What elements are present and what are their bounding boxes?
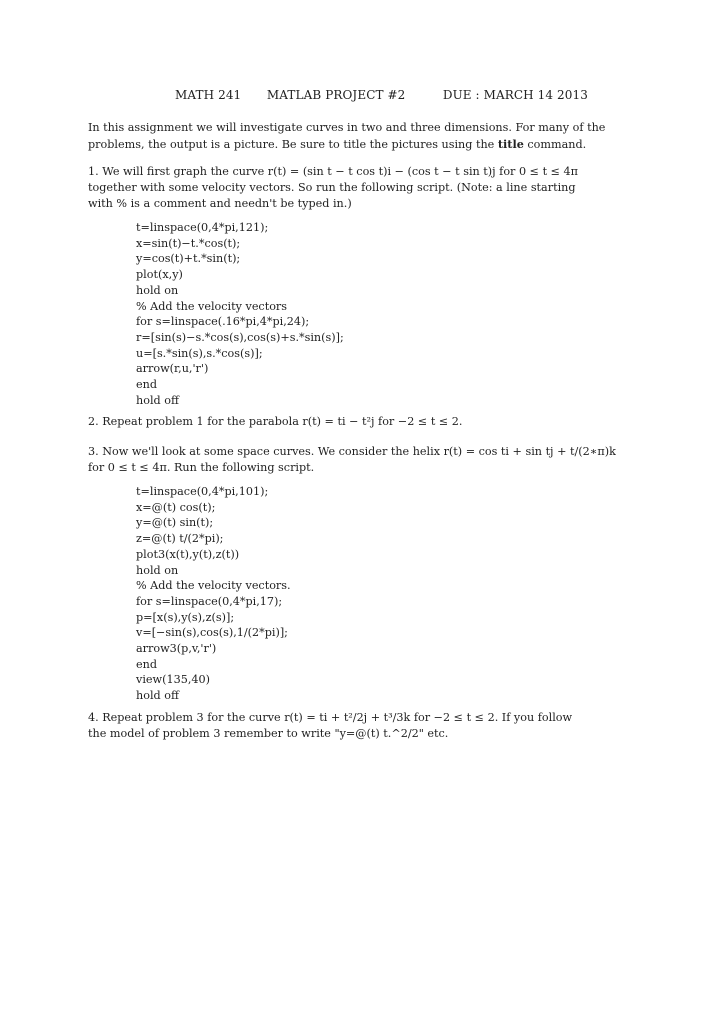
intro-line-2 [88,136,648,153]
code-line: x=@(t) cos(t); [136,500,216,514]
code-line: arrow(r,u,'r') [136,362,209,376]
code-line: v=[−sin(s),cos(s),1/(2*pi)]; [136,626,288,640]
code-line: t=linspace(0,4*pi,121); [136,221,269,234]
code-line: end [136,378,157,392]
problem-3-line-1: 3. Now we'll look at some space curves. We consider the helix r(t) = cos ti + sin tj + t/(2∗π)k [88,445,616,458]
problem-2-line-1: 2. Repeat problem 1 for the parabola r(t) = ti − t²j for −2 ≤ t ≤ 2. [88,415,463,428]
problem-1-line-2: together with some velocity vectors. So run the following script. (Note: a line starting [88,181,576,194]
code-line: u=[s.*sin(s),s.*cos(s)]; [136,346,263,360]
title-command: title [497,137,524,151]
code-line: hold on [136,283,179,297]
code-line: x=sin(t)−t.*cos(t); [136,236,241,250]
code-line: r=[sin(s)−s.*cos(s),cos(s)+s.*sin(s)]; [136,330,344,344]
intro-line-2-text: problems, the output is a picture. Be sure to title the pictures using the [88,138,498,151]
code-line: hold on [136,563,179,577]
code-line: y=cos(t)+t.*sin(t); [136,252,241,266]
code-line: for s=linspace(.16*pi,4*pi,24); [136,315,310,329]
problem-3-script [136,484,291,704]
problem-1-line-3: with % is a comment and needn't be typed in.) [88,197,352,210]
due-date: DUE : MARCH 14 2013 [442,88,588,102]
intro-line-2-end: command. [523,138,587,151]
code-line: p=[x(s),y(s),z(s)]; [136,610,235,624]
code-line: % Add the velocity vectors [136,299,288,313]
project-title: MATLAB PROJECT #2 [266,88,406,102]
code-line: % Add the velocity vectors. [136,579,291,593]
intro-line-1: In this assignment we will investigate curves in two and three dimensions. For many of the [88,121,606,134]
code-line: hold off [136,689,179,703]
problem-1-script [136,220,344,408]
code-line: end [136,657,157,671]
code-line: hold off [136,393,179,407]
code-line: y=@(t) sin(t); [136,516,214,530]
code-line: for s=linspace(0,4*pi,17); [136,594,283,608]
code-line: arrow3(p,v,'r') [136,642,217,656]
problem-3-text [88,444,648,476]
problem-1-text [88,164,648,212]
problem-1-line-1: 1. We will first graph the curve r(t) = (sin t − t cos t)i − (cos t − t sin t)j for 0 ≤ t ≤ 4π [88,165,579,178]
problem-3-line-2: for 0 ≤ t ≤ 4π. Run the following script. [88,461,315,474]
code-line: view(135,40) [136,673,210,687]
code-line: plot3(x(t),y(t),z(t)) [136,547,240,561]
intro-paragraph [88,120,648,153]
code-line: plot(x,y) [136,268,183,282]
code-line: t=linspace(0,4*pi,101); [136,485,269,498]
course-title: MATH 241 [175,88,242,102]
document-header [175,88,588,102]
code-line: z=@(t) t/(2*pi); [136,532,224,546]
problem-2-text [88,414,648,430]
problem-4-line-2: the model of problem 3 remember to write "y=@(t) t.^2/2" etc. [88,727,449,740]
problem-4-text [88,710,648,742]
problem-4-line-1: 4. Repeat problem 3 for the curve r(t) = ti + t²/2j + t³/3k for −2 ≤ t ≤ 2. If you follow [88,711,573,724]
